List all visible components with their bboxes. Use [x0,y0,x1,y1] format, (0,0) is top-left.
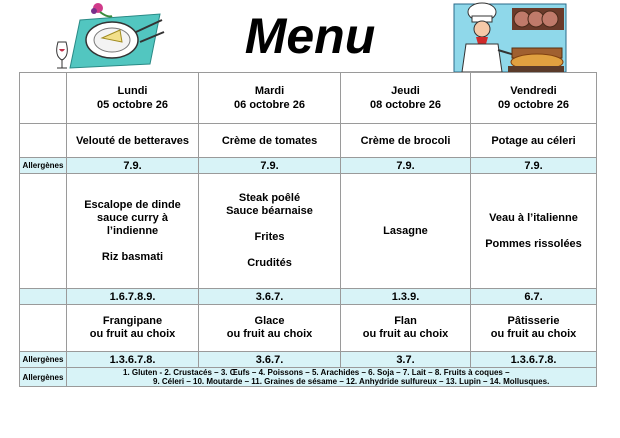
allergen-cell: 6.7. [471,289,597,305]
row-label-empty [20,174,67,289]
page-title: Menu [244,8,376,64]
main-course-cell: Steak poêlé Sauce béarnaise Frites Crudités [199,174,341,289]
main-course-row [20,174,597,289]
allergen-cell: 7.9. [67,158,199,174]
allergens-label: Allergènes [20,158,67,174]
main-course-cell: Veau à l’italienne Pommes rissolées [471,174,597,289]
allergens-label: Allergènes [20,352,67,368]
allergen-cell: 7.9. [199,158,341,174]
dessert-cell: Pâtisserie ou fruit au choix [471,305,597,352]
allergen-cell: 1.6.7.8.9. [67,289,199,305]
day-header: Mardi 06 octobre 26 [199,73,341,124]
day-header: Vendredi 09 octobre 26 [471,73,597,124]
legend-line-1: 1. Gluten - 2. Crustacés – 3. Œufs – 4. Poissons – 5. Arachides – 6. Soja – 7. Lait – 8. Fruits à coques – [123,368,510,377]
soup-cell: Crème de brocoli [341,124,471,158]
allergens-label: Allergènes [20,368,67,387]
allergen-cell: 1.3.6.7.8. [471,352,597,368]
dessert-cell: Glace ou fruit au choix [199,305,341,352]
row-label-empty [20,305,67,352]
main-course-cell: Escalope de dinde sauce curry à l’indienne Riz basmati [67,174,199,289]
soup-row [20,124,597,158]
corner-cell [20,73,67,124]
days-header-row [20,73,597,124]
dessert-allergens-row [20,352,597,368]
dessert-cell: Frangipane ou fruit au choix [67,305,199,352]
soup-allergens-row [20,158,597,174]
table-setting-clipart-icon [50,2,165,70]
legend-line-2: 9. Céleri – 10. Moutarde – 11. Graines de sésame – 12. Anhydride sulfureux – 13. Lupin – 14. Mollusques. [153,377,550,386]
day-header: Lundi 05 octobre 26 [67,73,199,124]
chef-clipart-icon [452,2,568,74]
allergen-cell: 7.9. [341,158,471,174]
weekly-menu-table [19,72,597,387]
row-label-empty [20,289,67,305]
allergen-cell: 3.6.7. [199,289,341,305]
allergen-legend [67,368,597,387]
allergen-cell: 1.3.6.7.8. [67,352,199,368]
allergen-cell: 1.3.9. [341,289,471,305]
dessert-row [20,305,597,352]
main-allergens-row [20,289,597,305]
soup-cell: Potage au céleri [471,124,597,158]
main-course-cell: Lasagne [341,174,471,289]
dessert-cell: Flan ou fruit au choix [341,305,471,352]
allergen-legend-row [20,368,597,387]
row-label-empty [20,124,67,158]
soup-cell: Crème de tomates [199,124,341,158]
allergen-cell: 7.9. [471,158,597,174]
soup-cell: Velouté de betteraves [67,124,199,158]
day-header: Jeudi 08 octobre 26 [341,73,471,124]
allergen-cell: 3.6.7. [199,352,341,368]
allergen-cell: 3.7. [341,352,471,368]
